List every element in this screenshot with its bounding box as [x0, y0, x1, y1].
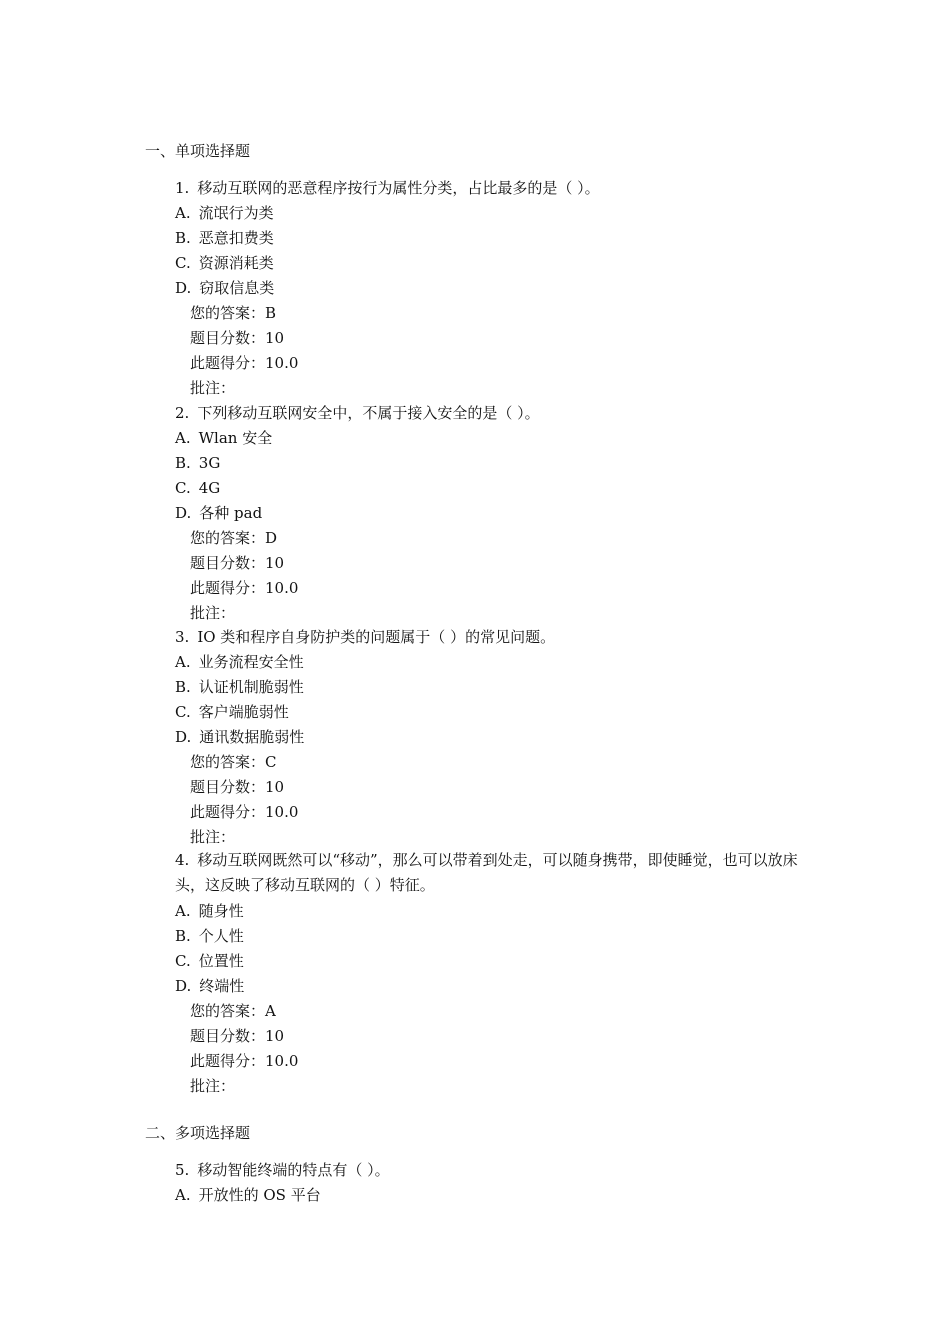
- annotation: 批注：: [190, 828, 236, 846]
- option-text: 认证机制脆弱性: [198, 678, 304, 696]
- your-answer: 您的答案：C: [190, 753, 277, 771]
- your-answer: 您的答案：B: [190, 304, 277, 322]
- earned-score: 此题得分：10.0: [190, 1052, 299, 1070]
- option-text: 客户端脆弱性: [198, 703, 289, 721]
- question-2: [175, 403, 540, 423]
- question-3: [175, 627, 555, 647]
- question-number: 4.: [175, 851, 190, 869]
- question-text: 移动互联网既然可以“移动”，那么可以带着到处走，可以随身携带，即使睡觉，也可以放床头，这反映了移动互联网的（ ）特征。: [175, 851, 798, 894]
- option-letter: B.: [175, 454, 191, 472]
- option-text: 随身性: [198, 902, 244, 920]
- question-score: 题目分数：10: [190, 329, 285, 347]
- option-c: [175, 951, 244, 971]
- option-a: [175, 652, 304, 672]
- option-text: 窃取信息类: [199, 279, 275, 297]
- option-letter: A.: [175, 902, 191, 920]
- option-d: [175, 503, 262, 523]
- option-text: 业务流程安全性: [198, 653, 304, 671]
- annotation: 批注：: [190, 379, 236, 397]
- option-d: [175, 976, 244, 996]
- earned-score: 此题得分：10.0: [190, 354, 299, 372]
- option-letter: D.: [175, 728, 192, 746]
- question-number: 1.: [175, 179, 190, 197]
- option-text: 恶意扣费类: [198, 229, 274, 247]
- question-number: 3.: [175, 628, 190, 646]
- section-title-multiple-choice: 二、多项选择题: [145, 1124, 251, 1142]
- option-b: [175, 926, 244, 946]
- question-text: 移动智能终端的特点有（ ）。: [197, 1161, 390, 1179]
- question-text: IO 类和程序自身防护类的问题属于（ ）的常见问题。: [197, 628, 556, 646]
- earned-score: 此题得分：10.0: [190, 803, 299, 821]
- option-text: 流氓行为类: [198, 204, 274, 222]
- option-a: [175, 1185, 321, 1205]
- question-number: 2.: [175, 404, 190, 422]
- option-letter: A.: [175, 653, 191, 671]
- option-text: 4G: [198, 479, 221, 497]
- question-4: [175, 848, 815, 898]
- option-d: [175, 727, 304, 747]
- option-text: Wlan 安全: [198, 429, 273, 447]
- option-letter: A.: [175, 429, 191, 447]
- option-b: [175, 228, 274, 248]
- option-letter: D.: [175, 504, 192, 522]
- option-letter: A.: [175, 1186, 191, 1204]
- option-c: [175, 253, 274, 273]
- question-text: 移动互联网的恶意程序按行为属性分类，占比最多的是（ ）。: [197, 179, 600, 197]
- your-answer: 您的答案：A: [190, 1002, 276, 1020]
- option-a: [175, 203, 274, 223]
- option-letter: B.: [175, 678, 191, 696]
- option-text: 位置性: [198, 952, 244, 970]
- option-b: [175, 677, 304, 697]
- section-title-single-choice: 一、单项选择题: [145, 142, 251, 160]
- question-score: 题目分数：10: [190, 1027, 285, 1045]
- option-letter: B.: [175, 927, 191, 945]
- option-text: 个人性: [198, 927, 244, 945]
- option-text: 通讯数据脆弱性: [199, 728, 305, 746]
- option-letter: A.: [175, 204, 191, 222]
- option-text: 3G: [198, 454, 221, 472]
- option-b: [175, 453, 220, 473]
- option-letter: C.: [175, 703, 191, 721]
- option-text: 终端性: [199, 977, 245, 995]
- option-letter: C.: [175, 254, 191, 272]
- question-text: 下列移动互联网安全中，不属于接入安全的是（ ）。: [197, 404, 540, 422]
- option-letter: B.: [175, 229, 191, 247]
- option-letter: D.: [175, 977, 192, 995]
- option-a: [175, 901, 244, 921]
- question-5: [175, 1160, 390, 1180]
- option-c: [175, 478, 220, 498]
- option-text: 资源消耗类: [198, 254, 274, 272]
- question-1: [175, 178, 600, 198]
- option-letter: D.: [175, 279, 192, 297]
- option-c: [175, 702, 289, 722]
- option-d: [175, 278, 274, 298]
- your-answer: 您的答案：D: [190, 529, 278, 547]
- option-text: 各种 pad: [199, 504, 263, 522]
- earned-score: 此题得分：10.0: [190, 579, 299, 597]
- option-letter: C.: [175, 479, 191, 497]
- question-score: 题目分数：10: [190, 778, 285, 796]
- annotation: 批注：: [190, 604, 236, 622]
- option-letter: C.: [175, 952, 191, 970]
- question-score: 题目分数：10: [190, 554, 285, 572]
- question-number: 5.: [175, 1161, 190, 1179]
- annotation: 批注：: [190, 1077, 236, 1095]
- option-a: [175, 428, 272, 448]
- option-text: 开放性的 OS 平台: [198, 1186, 321, 1204]
